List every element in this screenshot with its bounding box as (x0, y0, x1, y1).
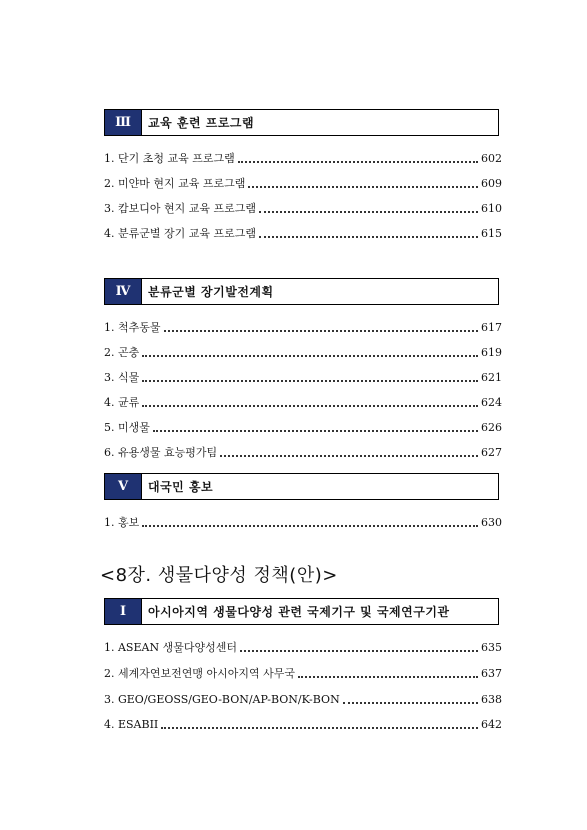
toc-entry-label: 4. ESABII (104, 718, 159, 731)
leader-dots (153, 430, 478, 432)
toc-entry-label: 2. 곤충 (104, 346, 140, 359)
toc-entry[interactable] (104, 344, 502, 360)
leader-dots (142, 355, 478, 357)
toc-entry-page: 630 (481, 516, 502, 529)
toc-entry[interactable] (104, 200, 502, 216)
section-header-5 (104, 473, 499, 500)
leader-dots (142, 380, 478, 382)
toc-entry-page: 635 (481, 641, 502, 654)
leader-dots (259, 236, 478, 238)
toc-entry-page: 621 (481, 371, 502, 384)
section-title: 교육 훈련 프로그램 (148, 116, 255, 130)
leader-dots (164, 330, 479, 332)
section-numeral: Ⅴ (105, 474, 142, 499)
leader-dots (220, 455, 478, 457)
toc-entry[interactable] (104, 175, 502, 191)
toc-entry-label: 2. 세계자연보전연맹 아시아지역 사무국 (104, 667, 295, 680)
toc-entry[interactable] (104, 225, 502, 241)
toc-entry-page: 627 (481, 446, 502, 459)
toc-entry[interactable] (104, 394, 502, 410)
toc-entry-page: 642 (481, 718, 502, 731)
leader-dots (161, 727, 478, 729)
toc-entry[interactable] (104, 514, 502, 530)
leader-dots (343, 702, 478, 704)
section-title: 아시아지역 생물다양성 관련 국제기구 및 국제연구기관 (148, 605, 450, 619)
toc-entry-label: 3. 식물 (104, 371, 140, 384)
toc-entry-label: 5. 미생물 (104, 421, 150, 434)
toc-entry-page: 602 (481, 152, 502, 165)
section-header-3 (104, 109, 499, 136)
toc-entry-page: 617 (481, 321, 502, 334)
section-title: 분류군별 장기발전계획 (148, 285, 274, 299)
toc-entry-page: 609 (481, 177, 502, 190)
toc-entry[interactable] (104, 150, 502, 166)
toc-entry-label: 4. 균류 (104, 396, 140, 409)
toc-entry-page: 637 (481, 667, 502, 680)
section-numeral: Ⅰ (105, 599, 142, 624)
toc-entry[interactable] (104, 691, 502, 707)
toc-entry-label: 1. ASEAN 생물다양성센터 (104, 641, 237, 654)
toc-entry-label: 3. GEO/GEOSS/GEO-BON/AP-BON/K-BON (104, 693, 340, 706)
toc-entry[interactable] (104, 716, 502, 732)
toc-entry[interactable] (104, 369, 502, 385)
toc-entry-page: 626 (481, 421, 502, 434)
chapter-title: <8장. 생물다양성 정책(안)> (100, 565, 338, 586)
toc-entry[interactable] (104, 639, 502, 655)
section-title: 대국민 홍보 (148, 480, 214, 494)
toc-entry[interactable] (104, 319, 502, 335)
leader-dots (142, 525, 478, 527)
toc-entry-page: 610 (481, 202, 502, 215)
toc-entry-label: 1. 척추동물 (104, 321, 161, 334)
toc-entry[interactable] (104, 419, 502, 435)
toc-entry-label: 6. 유용생물 효능평가팀 (104, 446, 218, 459)
toc-entry-page: 638 (481, 693, 502, 706)
section-header-1 (104, 598, 499, 625)
section-header-4 (104, 278, 499, 305)
toc-entry-page: 615 (481, 227, 502, 240)
toc-entry-page: 624 (481, 396, 502, 409)
toc-entry-label: 3. 캄보디아 현지 교육 프로그램 (104, 202, 256, 215)
section-numeral: Ⅲ (105, 110, 142, 135)
toc-entry[interactable] (104, 444, 502, 460)
toc-entry[interactable] (104, 665, 502, 681)
leader-dots (238, 161, 478, 163)
section-numeral: Ⅳ (105, 279, 142, 304)
leader-dots (142, 405, 478, 407)
toc-entry-label: 4. 분류군별 장기 교육 프로그램 (104, 227, 256, 240)
leader-dots (240, 650, 478, 652)
toc-entry-label: 1. 단기 초청 교육 프로그램 (104, 152, 235, 165)
leader-dots (259, 211, 478, 213)
toc-entry-page: 619 (481, 346, 502, 359)
leader-dots (298, 676, 478, 678)
toc-entry-label: 1. 홍보 (104, 516, 140, 529)
leader-dots (248, 186, 478, 188)
toc-entry-label: 2. 미얀마 현지 교육 프로그램 (104, 177, 246, 190)
